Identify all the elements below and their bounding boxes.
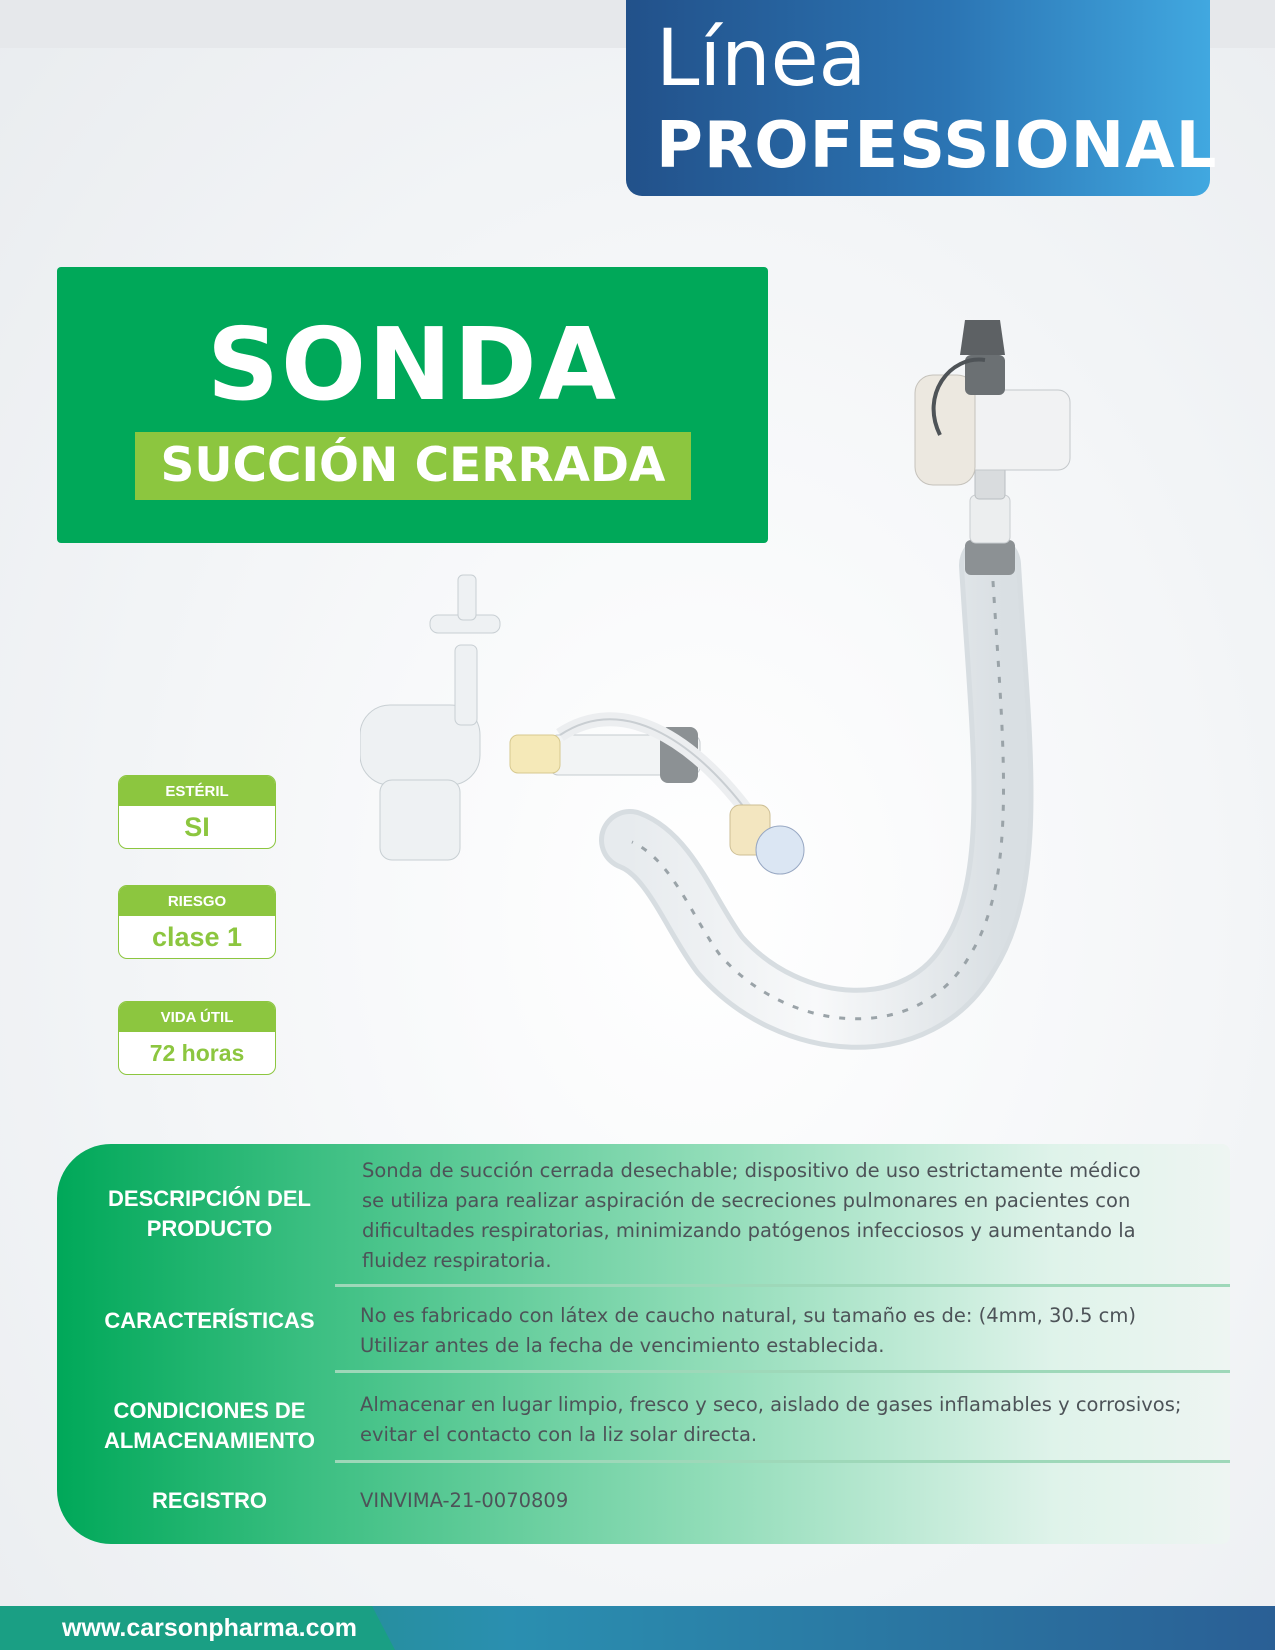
divider — [335, 1284, 1230, 1287]
tag-risk — [118, 885, 276, 959]
features-label: CARACTERÍSTICAS — [104, 1308, 315, 1333]
features-text-line2: Utilizar antes de la fecha de vencimiento establecida. — [360, 1334, 885, 1357]
website-link[interactable]: www.carsonpharma.com — [62, 1614, 357, 1642]
storage-label-line1: CONDICIONES DE — [113, 1398, 306, 1423]
features-text-line1: No es fabricado con látex de caucho natural, su tamaño es de: (4mm, 30.5 cm) — [360, 1304, 1136, 1327]
product-subtitle: SUCCIÓN CERRADA — [160, 438, 666, 493]
tag-shelf-life — [118, 1001, 276, 1075]
tag-sterile-value: SI — [184, 812, 210, 842]
tag-risk-value: clase 1 — [151, 922, 243, 952]
description-text-line1: Sonda de succión cerrada desechable; dispositivo de uso estrictamente médico — [362, 1159, 1141, 1182]
product-line-banner — [626, 0, 1218, 196]
description-text-line2: se utiliza para realizar aspiración de secreciones pulmonares en pacientes con — [362, 1189, 1131, 1212]
divider — [335, 1460, 1230, 1463]
registry-value: VINVIMA-21-0070809 — [360, 1489, 569, 1512]
registry-label: REGISTRO — [152, 1488, 267, 1513]
product-title: SONDA — [206, 306, 619, 423]
tag-sterile — [118, 775, 276, 849]
product-info-panel — [57, 1144, 1230, 1544]
tag-shelf-life-label: VIDA ÚTIL — [119, 1002, 275, 1032]
storage-label-line2: ALMACENAMIENTO — [103, 1428, 316, 1453]
storage-text-line1: Almacenar en lugar limpio, fresco y seco, aislado de gases inflamables y corrosivos; — [360, 1393, 1182, 1416]
product-line-name: PROFESSIONAL — [656, 109, 1218, 183]
tag-risk-label: RIESGO — [119, 886, 275, 916]
description-label-line1: DESCRIPCIÓN DEL — [108, 1186, 311, 1211]
footer-bar — [0, 1606, 1275, 1650]
storage-text-line2: evitar el contacto con la liz solar directa. — [360, 1423, 758, 1446]
product-line-title: Línea — [656, 14, 867, 104]
description-text-line4: fluidez respiratoria. — [362, 1249, 552, 1272]
description-label-line2: PRODUCTO — [146, 1216, 273, 1241]
tag-shelf-life-value: 72 horas — [149, 1040, 245, 1066]
description-text-line3: dificultades respiratorias, minimizando patógenos infecciosos y aumentando la — [362, 1219, 1136, 1242]
divider — [335, 1370, 1230, 1373]
product-photo — [360, 315, 1100, 1105]
tag-sterile-label: ESTÉRIL — [119, 776, 275, 806]
